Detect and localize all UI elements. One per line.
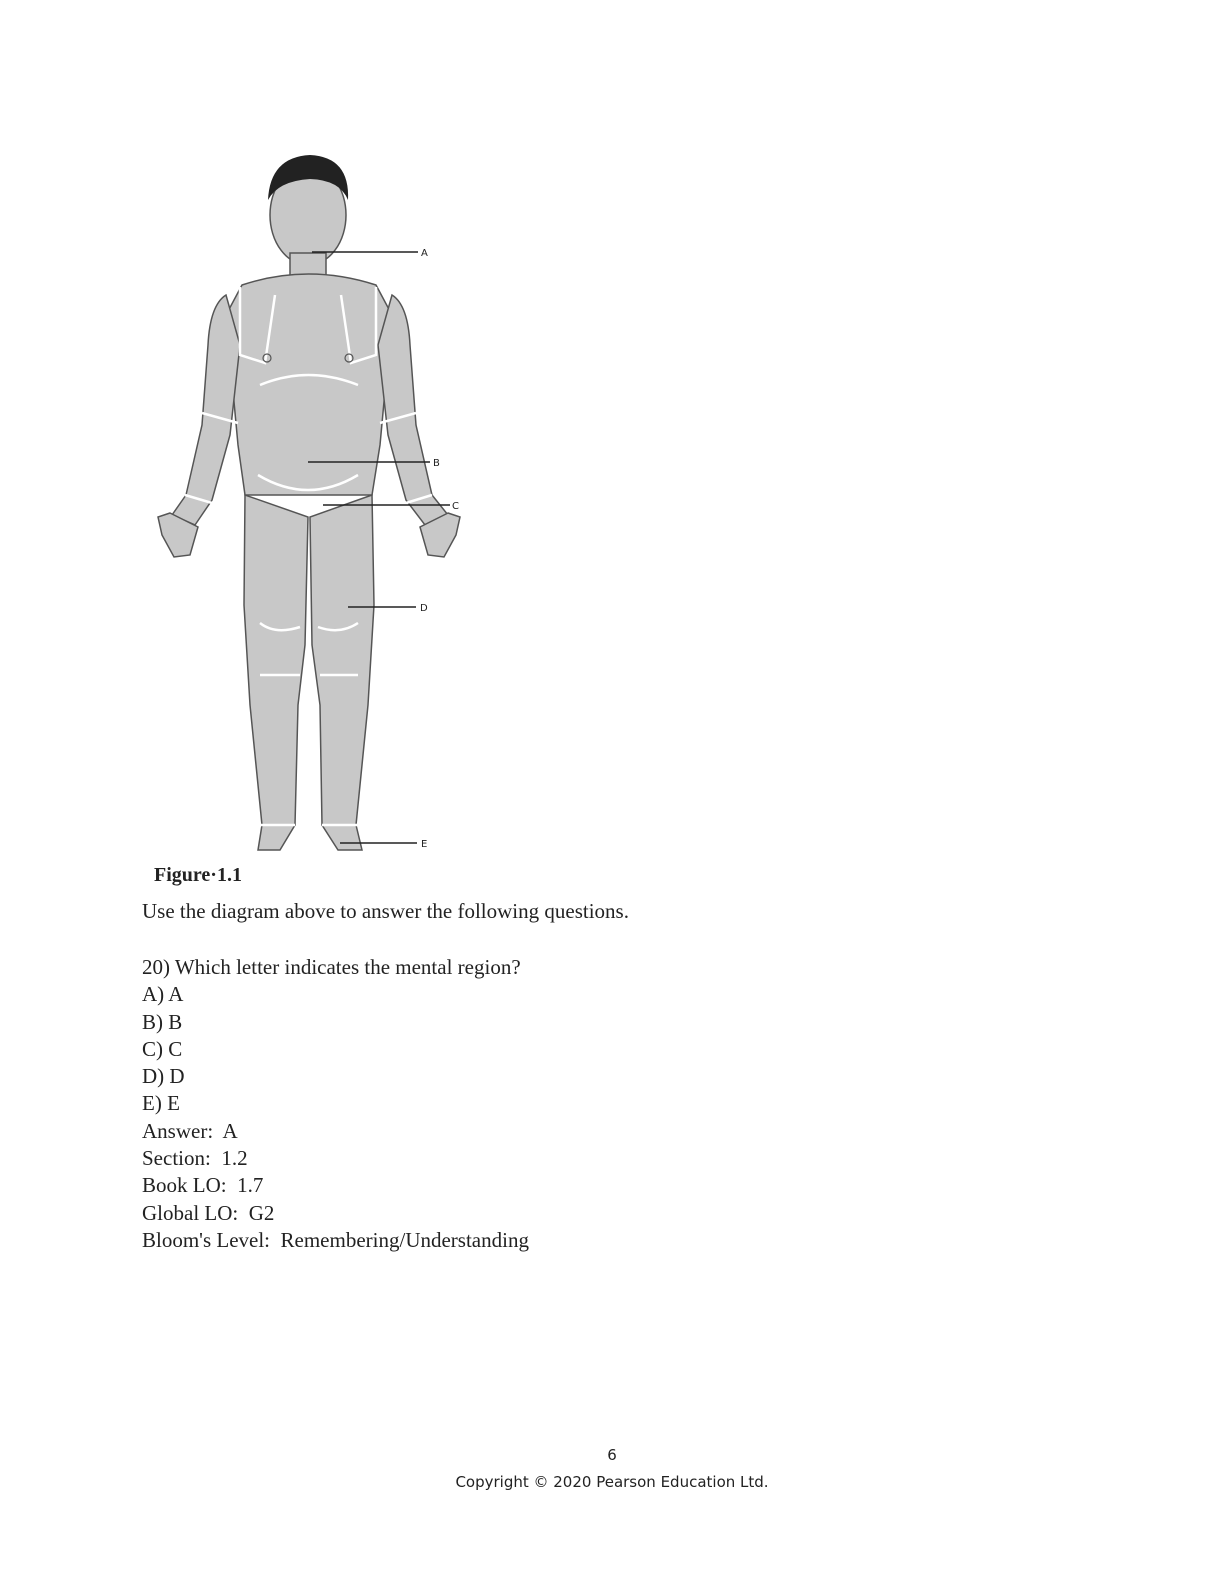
option-c: C) C bbox=[142, 1036, 183, 1061]
option-e: E) E bbox=[142, 1091, 180, 1116]
question-text: 20) Which letter indicates the mental region? bbox=[142, 955, 521, 979]
copyright-notice: Copyright © 2020 Pearson Education Ltd. bbox=[455, 1473, 769, 1491]
global-lo-line: Global LO: G2 bbox=[142, 1200, 275, 1225]
book-lo-line: Book LO: 1.7 bbox=[142, 1173, 264, 1198]
instructions-text: Use the diagram above to answer the following questions. bbox=[142, 899, 629, 923]
blooms-level-line: Bloom's Level: Remembering/Understanding bbox=[142, 1227, 529, 1252]
body-silhouette bbox=[158, 165, 460, 850]
option-d: D) D bbox=[142, 1064, 185, 1089]
option-b: B) B bbox=[142, 1009, 183, 1034]
figure-caption: Figure·1.1 bbox=[154, 864, 242, 886]
option-a: A) A bbox=[142, 982, 184, 1007]
callout-label-e: E bbox=[421, 839, 428, 850]
page-number: 6 bbox=[607, 1446, 617, 1464]
callout-label-d: D bbox=[420, 603, 428, 614]
callout-label-a: A bbox=[421, 248, 428, 259]
callout-label-b: B bbox=[433, 458, 440, 469]
callout-label-c: C bbox=[452, 501, 459, 512]
question-block bbox=[142, 954, 529, 1254]
answer-line: Answer: A bbox=[142, 1118, 238, 1143]
section-line: Section: 1.2 bbox=[142, 1146, 248, 1171]
anatomy-figure bbox=[140, 145, 480, 860]
